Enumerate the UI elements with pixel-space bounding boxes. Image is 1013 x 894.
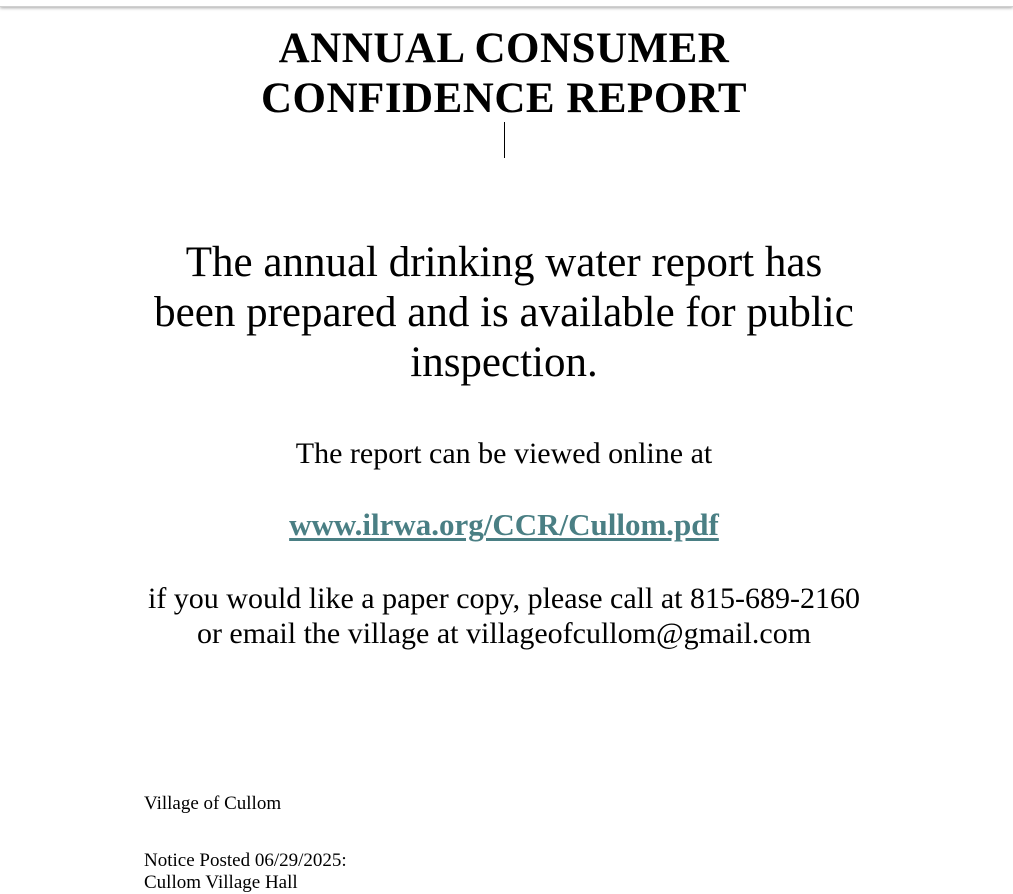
- lead-line: been prepared and is available for public: [154, 289, 854, 336]
- lead-line: The annual drinking water report has: [185, 239, 823, 286]
- lead-paragraph: [0, 238, 1008, 388]
- online-text: The report can be viewed online at: [295, 437, 713, 470]
- paper-line: if you would like a paper copy, please call at 815-689-2160: [147, 582, 860, 615]
- title-line: ANNUAL CONSUMER: [278, 25, 730, 72]
- notice-block: [144, 850, 347, 894]
- paper-line: or email the village at villageofcullom@gmail.com: [196, 617, 812, 650]
- page-title: [0, 24, 1008, 124]
- title-line: CONFIDENCE REPORT: [261, 75, 747, 122]
- lead-line: inspection.: [410, 339, 598, 386]
- village-name: Village of Cullom: [144, 793, 282, 814]
- report-link-container: [0, 506, 1008, 544]
- report-link[interactable]: www.ilrwa.org/CCR/Cullom.pdf: [289, 507, 719, 542]
- text-cursor: [504, 122, 505, 158]
- notice-line: Notice Posted 06/29/2025:: [144, 850, 347, 871]
- paper-copy-paragraph: [0, 581, 1008, 651]
- notice-line: Cullom Village Hall: [144, 872, 298, 893]
